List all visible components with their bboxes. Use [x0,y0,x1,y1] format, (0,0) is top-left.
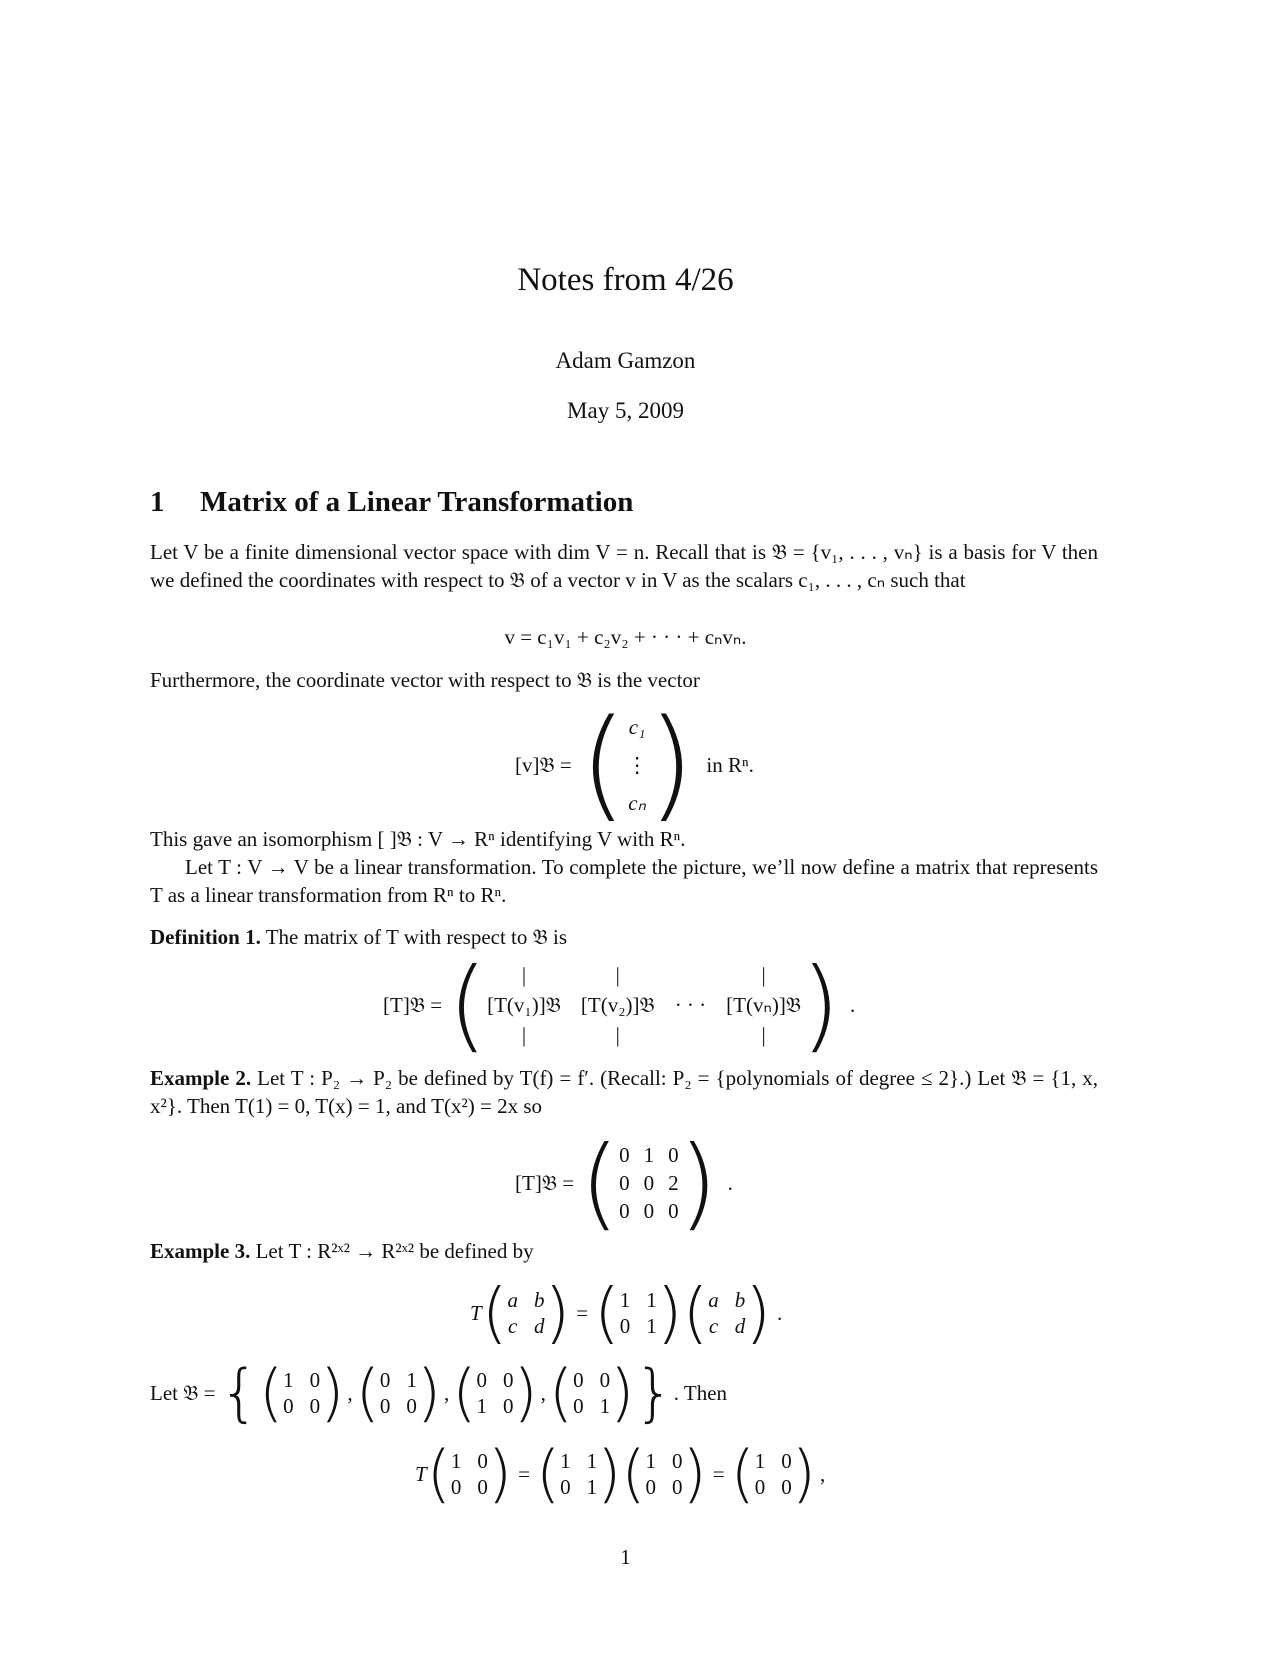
right-paren: ) [791,1437,816,1510]
matrix-entry: 0 [477,1475,488,1499]
right-paren: ) [597,1437,622,1510]
last-T: T [415,1461,427,1486]
example-3 [150,1237,1098,1265]
last-result-matrix [730,1437,816,1510]
right-paren: ) [656,1274,683,1351]
matrix-entry: 1 [476,1394,487,1418]
definition-text: The matrix of T with respect to 𝔅 is [265,925,568,949]
left-brace: { [219,1356,259,1429]
def-dots: · · · [674,993,707,1017]
matrix-entry: 1 [619,1288,631,1312]
matrix-grid [620,1287,657,1339]
map-args-matrix-2 [682,1274,772,1351]
comma: , [444,1380,450,1405]
basis-list [258,1356,635,1429]
matrix-entry: d [734,1314,746,1338]
bar: | [615,1023,620,1047]
period: . [850,992,856,1017]
matrix-entry: 1 [599,1394,611,1418]
paragraph-linear-transformation: Let T : V → V be a linear transformation. To complete the picture, we’ll now define a matrix that represents T as a linear transformation from Rⁿ to Rⁿ. [150,855,1098,907]
bar: | [761,1023,766,1047]
equation-linear-combination: v = c₁v₁ + c₂v₂ + · · · + cₙvₙ. [504,625,747,649]
map-T: T [470,1300,482,1325]
matrix-entry: 0 [476,1368,487,1392]
map-coeff-matrix [594,1274,683,1351]
example-2-label: Example 2. [150,1066,252,1090]
matrix-entry: 0 [406,1394,417,1418]
map-args-matrix [481,1274,571,1351]
paren-matrix [452,1356,538,1429]
ex2-matrix [619,1141,679,1225]
equation-example-2-matrix [515,1124,733,1241]
matrix-entry: 0 [379,1394,391,1418]
coord-top: c₁ [628,715,646,739]
right-paren: ) [487,1437,513,1510]
right-paren: ) [678,1124,718,1241]
matrix-grid [380,1367,417,1419]
matrix-grid [507,1287,544,1339]
matrix-entry: 1 [754,1449,766,1473]
equals-sign: = [576,1300,589,1325]
def-matrix [487,961,801,1049]
right-paren: ) [416,1356,442,1429]
matrix-grid [560,1448,597,1500]
period: . [727,1170,733,1195]
coord-rhs: in Rⁿ. [706,752,754,777]
example-3-text: Let T : R²ˣ² → R²ˣ² be defined by [255,1239,534,1263]
matrix-entry: 0 [668,1199,679,1223]
paren-matrix [481,1274,571,1351]
right-paren: ) [745,1274,772,1351]
page-number: 1 [620,1545,631,1569]
paren-matrix [621,1437,707,1510]
example-3-label: Example 3. [150,1239,251,1263]
left-paren: ( [448,946,488,1063]
paragraph-coordinate-vector: Furthermore, the coordinate vector with respect to 𝔅 is the vector [150,668,700,692]
def-col-2: [T(v₂)]𝔅 [580,993,655,1017]
matrix-grid [451,1448,488,1500]
matrix-grid [708,1287,745,1339]
matrix-entry: 0 [573,1394,584,1418]
coord-mid: ⋮ [626,753,648,777]
matrix-entry: 1 [643,1143,655,1167]
paren-matrix [355,1356,442,1429]
matrix-entry: b [533,1288,545,1312]
example-2 [150,1064,1098,1120]
paren-matrix [426,1437,513,1510]
def-col-1: [T(v₁)]𝔅 [487,993,561,1017]
left-paren: ( [579,695,627,834]
bar: | [521,963,527,987]
left-paren: ( [258,1356,284,1429]
right-paren: ) [801,946,841,1063]
section-number: 1 [150,486,165,518]
left-paren: ( [452,1356,477,1429]
matrix-entry: 0 [781,1475,792,1499]
equation-definition-matrix [383,946,856,1063]
matrix-entry: b [734,1288,746,1312]
left-paren: ( [580,1124,620,1241]
right-paren: ) [320,1356,345,1429]
matrix-entry: 1 [646,1288,657,1312]
matrix-entry: 0 [754,1475,766,1499]
matrix-entry: 0 [477,1449,488,1473]
matrix-entry: d [533,1314,545,1338]
matrix-entry: 1 [646,1314,657,1338]
left-paren: ( [481,1274,508,1351]
paren-matrix [548,1356,635,1429]
definition-label: Definition 1. [150,925,261,949]
matrix-entry: 0 [283,1394,294,1418]
left-paren: ( [535,1437,561,1510]
def-lhs: [T]𝔅 = [383,992,443,1017]
matrix-grid [283,1367,320,1419]
paren-matrix [682,1274,772,1351]
right-paren: ) [544,1274,571,1351]
matrix-grid [755,1448,792,1500]
right-paren: ) [682,1437,707,1510]
matrix-entry: 1 [406,1368,417,1392]
matrix-entry: 0 [599,1368,611,1392]
right-brace: } [634,1356,674,1429]
matrix-entry: 0 [450,1475,462,1499]
paren-matrix [258,1356,345,1429]
matrix-grid [573,1367,610,1419]
right-paren: ) [513,1356,538,1429]
equation-example-3-map [470,1274,783,1351]
comma: , [820,1461,826,1486]
basis-suffix: . Then [673,1380,728,1405]
left-paren: ( [730,1437,755,1510]
matrix-entry: 1 [450,1449,462,1473]
matrix-entry: 2 [668,1171,679,1195]
matrix-grid [476,1367,513,1419]
matrix-entry: 0 [309,1394,321,1418]
matrix-entry: a [708,1288,719,1312]
definition-1 [150,923,1098,951]
matrix-grid [646,1448,683,1500]
example-2-text: Let T : P₂ → P₂ be defined by T(f) = f′. (Recall: P₂ = {polynomials of degree ≤ 2}.) Let 𝔅 = {1, x, x²}. Then T(1) = 0, T(x) = 1, and T(x²) = 2x so [150,1066,1099,1118]
section-heading [150,486,633,519]
matrix-entry: 0 [643,1199,655,1223]
matrix-entry: 0 [672,1475,683,1499]
paper-title: Notes from 4/26 [517,262,734,298]
basis-prefix: Let 𝔅 = [150,1380,216,1405]
last-arg-matrix [426,1437,513,1510]
matrix-entry: a [507,1288,518,1312]
left-paren: ( [355,1356,380,1429]
matrix-entry: 0 [781,1449,792,1473]
basis-definition [150,1356,728,1429]
matrix-entry: 0 [502,1368,514,1392]
author-name: Adam Gamzon [555,348,696,373]
matrix-entry: 0 [379,1368,391,1392]
matrix-entry: 0 [309,1368,321,1392]
right-paren: ) [610,1356,635,1429]
matrix-entry: c [708,1314,719,1338]
matrix-entry: 1 [645,1449,657,1473]
matrix-entry: 1 [586,1475,598,1499]
equation-T-of-E11 [415,1437,826,1510]
matrix-entry: 0 [560,1475,571,1499]
left-paren: ( [594,1274,620,1351]
equation-coordinate-vector [515,695,754,834]
paren-matrix [535,1437,622,1510]
coord-bottom: cₙ [628,791,646,815]
paren-matrix [594,1274,683,1351]
matrix-entry: 0 [619,1143,630,1167]
matrix-entry: 0 [619,1314,631,1338]
comma: , [540,1380,546,1405]
matrix-entry: 0 [573,1368,584,1392]
equals-sign: = [518,1461,530,1486]
matrix-entry: 0 [672,1449,683,1473]
coord-vector [627,708,648,822]
bar: | [615,963,620,987]
left-paren: ( [426,1437,451,1510]
matrix-entry: 0 [619,1171,630,1195]
ex2-lhs: [T]𝔅 = [515,1170,575,1195]
matrix-entry: 0 [668,1143,679,1167]
bar: | [521,1023,527,1047]
matrix-entry: 1 [560,1449,571,1473]
last-arg-matrix-2 [621,1437,707,1510]
paren-matrix [730,1437,816,1510]
matrix-entry: 1 [283,1368,294,1392]
paragraph-isomorphism: This gave an isomorphism [ ]𝔅 : V → Rⁿ identifying V with Rⁿ. [150,827,686,851]
paragraph-intro: Let V be a finite dimensional vector space with dim V = n. Recall that is 𝔅 = {v₁, . . . , vₙ} is a basis for V then we defined the coordinates with respect to 𝔅 of a vector v in V as the scalars c₁, . . . , cₙ such that [150,540,1098,592]
matrix-entry: 0 [643,1171,655,1195]
right-paren: ) [647,695,695,834]
bar: | [761,963,766,987]
def-col-3: [T(vₙ)]𝔅 [726,993,802,1017]
matrix-entry: 0 [645,1475,657,1499]
period: . [777,1300,783,1325]
section-title: Matrix of a Linear Transformation [200,486,634,518]
matrix-entry: 0 [502,1394,514,1418]
left-paren: ( [682,1274,709,1351]
left-paren: ( [548,1356,574,1429]
matrix-entry: 1 [586,1449,598,1473]
paper-date: May 5, 2009 [567,398,684,423]
coord-lhs: [v]𝔅 = [515,752,572,777]
matrix-entry: 0 [619,1199,630,1223]
equals-sign: = [712,1461,725,1486]
left-paren: ( [621,1437,646,1510]
last-coeff-matrix [535,1437,622,1510]
matrix-entry: c [508,1314,518,1338]
comma: , [347,1380,353,1405]
